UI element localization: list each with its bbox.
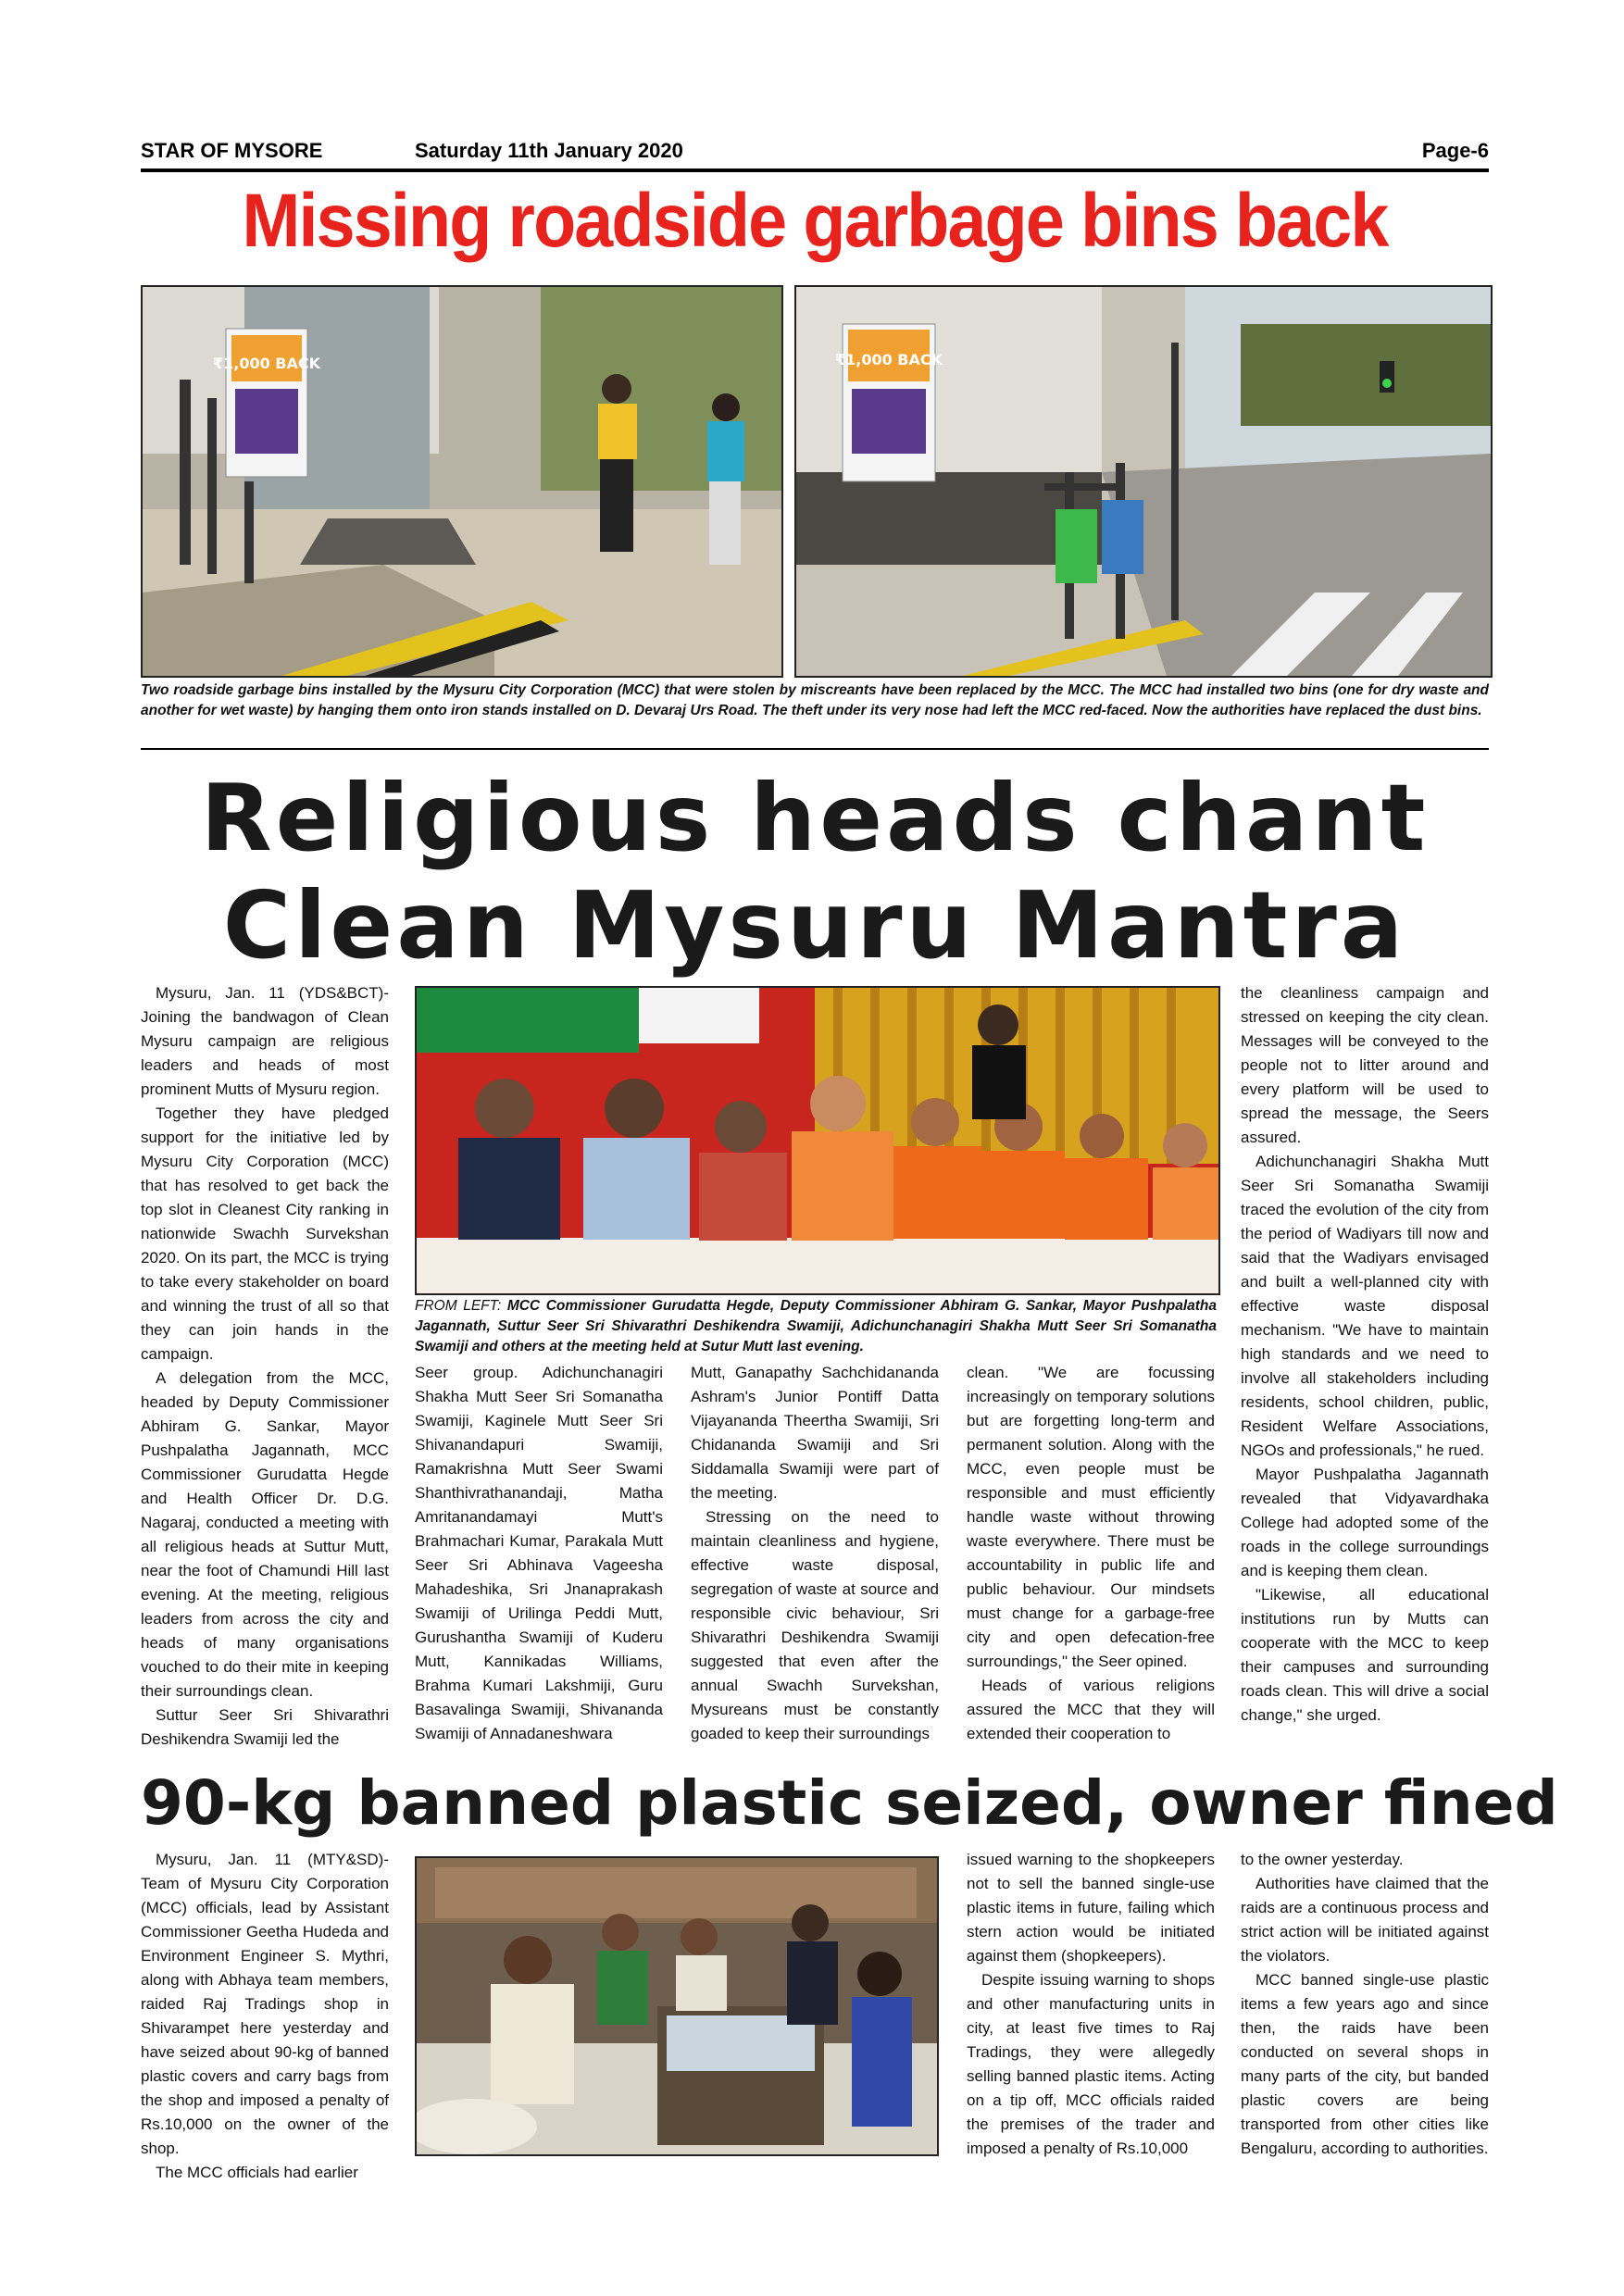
paragraph: the cleanliness campaign and stressed on keeping the city clean. Messages will be conveyed to the people not to litter around and every platform will be used to spread the message, the Seers assured. [1241, 984, 1489, 1146]
paragraph: The MCC officials had earlier [156, 2164, 358, 2181]
paragraph: Mayor Pushpalatha Jagannath revealed that Vidyavardhaka College had adopted some of the roads in the college surroundings and is keeping them clean. [1241, 1466, 1489, 1579]
headline-religious-heads-line1: Religious heads chant [200, 764, 1430, 872]
caption-text: MCC Commissioner Gurudatta Hegde, Deputy Commissioner Abhiram G. Sankar, Mayor Pushpalatha Jagannath, Suttur Seer Sri Shivarathri Deshikendra Swamiji, Adichunchanagiri Shakha Mutt Seer Sri Somanatha Swamiji and others at the meeting held at Sutur Mutt last evening. [415, 1298, 1217, 1354]
paragraph: Heads of various religions assured the MCC that they will extended their cooperation to [967, 1677, 1215, 1742]
photo-religious-meeting [415, 986, 1220, 1295]
photo-bins-right [794, 285, 1493, 678]
article-plastic-col2 [967, 1848, 1215, 2161]
article-religious-col2 [415, 1361, 663, 1746]
headline-garbage-bins: Missing roadside garbage bins back [242, 179, 1388, 263]
page-number: Page-6 [1421, 139, 1489, 162]
photo-plastic-raid [415, 1856, 939, 2156]
article-religious-col4 [967, 1361, 1215, 1746]
section-rule-1 [141, 748, 1489, 750]
paragraph: issued warning to the shopkeepers not to sell the banned single-use plastic items in future, failing which stern action would be initiated against them (shopkeepers). [967, 1851, 1215, 1965]
paragraph: Seer group. Adichunchanagiri Shakha Mutt Seer Sri Somanatha Swamiji, Kaginele Mutt Seer Sri Shivanandapuri Swamiji, Ramakrishna Mutt Seer Swami Shanthivrathanandaji, Matha Amritanandamayi Mutt's Brahmachari Kumar, Parakala Mutt Seer Sri Abhinava Vageesha Mahadeshika, Sri Jnanaprakash Swamiji of Urilinga Peddi Mutt, Gurushantha Swamiji of Kuderu Mutt, Kannikadas Williams, Brahma Kumari Lakshmiji, Guru Basavalinga Swamiji, Shivananda Swamiji of Annadaneshwara [415, 1364, 663, 1742]
issue-date: Saturday 11th January 2020 [415, 139, 683, 162]
headline-religious-heads-line2: Clean Mysuru Mantra [222, 871, 1407, 980]
headline-plastic-seized: 90-kg banned plastic seized, owner fined [141, 1767, 1558, 1839]
paragraph: Together they have pledged support for the initiative led by Mysuru City Corporation (MCC) that has resolved to get back the top slot in Cleanest City ranking in nationwide Swachh Survekshan 2020. On its part, the MCC is trying to take every stakeholder on board and winning the trust of all so that they can join hands in the campaign. [141, 1104, 389, 1363]
article-religious-col3 [691, 1361, 939, 1746]
paragraph: Adichunchanagiri Shakha Mutt Seer Sri Somanatha Swamiji traced the evolution of the city from the period of Wadiyars till now and said that the Wadiyars envisaged and built a well-planned city with effective waste disposal mechanism. "We have to maintain high standards and we need to involve all stakeholders including residents, school children, public, Resident Welfare Associations, NGOs and professionals," he rued. [1241, 1153, 1489, 1459]
photo-bins-left [141, 285, 783, 678]
paragraph: Mysuru, Jan. 11 (YDS&BCT)- Joining the bandwagon of Clean Mysuru campaign are religious leaders and heads of most prominent Mutts of Mysuru region. [141, 984, 389, 1098]
paragraph: Mutt, Ganapathy Sachchidananda Ashram's Junior Pontiff Datta Vijayananda Theertha Swamiji, Sri Chidananda Swamiji and Sri Siddamalla Swamiji were part of the meeting. [691, 1364, 939, 1502]
article-plastic-col1 [141, 1848, 389, 2185]
paragraph: A delegation from the MCC, headed by Deputy Commissioner Abhiram G. Sankar, Mayor Pushpalatha Jagannath, MCC Commissioner Gurudatta Hegde and Health Officer Dr. D.G. Nagaraj, conducted a meeting with all religious heads at Suttur Mutt, near the foot of Chamundi Hill last evening. At the meeting, religious leaders from across the city and heads of many organisations vouched to do their mite in keeping their surroundings clean. [141, 1369, 389, 1700]
paragraph: "Likewise, all educational institutions run by Mutts can cooperate with the MCC to keep their campuses and surrounding roads clean. This will drive a social change," she urged. [1241, 1586, 1489, 1724]
paragraph: Suttur Seer Sri Shivarathri Deshikendra Swamiji led the [141, 1706, 389, 1748]
paper-name: STAR OF MYSORE [141, 139, 323, 162]
masthead-rule [141, 168, 1489, 172]
ad-board-left-text: ₹1,000 BACK [212, 355, 321, 372]
paragraph: Stressing on the need to maintain cleanliness and hygiene, effective waste disposal, segregation of waste at source and responsible civic behaviour, Sri Shivarathri Deshikendra Swamiji suggested that even after the annual Swachh Survekshan, Mysureans must be constantly goaded to keep their surroundings [691, 1508, 939, 1742]
paragraph: to the owner yesterday. [1241, 1851, 1404, 1868]
article-religious-col5 [1241, 981, 1489, 1728]
ad-board-right-text: ₹1,000 BACK [834, 351, 943, 368]
paragraph: Despite issuing warning to shops and other manufacturing units in city, at least five times to Raj Tradings, they were allegedly selling banned plastic items. Acting on a tip off, MCC officials raided the premises of the trader and imposed a penalty of Rs.10,000 [967, 1971, 1215, 2157]
caption-garbage-bins: Two roadside garbage bins installed by the Mysuru City Corporation (MCC) that were stolen by miscreants have been replaced by the MCC. The MCC had installed two bins (one for dry waste and another for wet waste) by hanging them onto iron stands installed on D. Devaraj Urs Road. The theft under its very nose had left the MCC red-faced. Now the authorities have replaced the dust bins. [141, 682, 1489, 718]
paragraph: Mysuru, Jan. 11 (MTY&SD)- Team of Mysuru City Corporation (MCC) officials, lead by Assistant Commissioner Geetha Hudeda and Environment Engineer S. Mythri, along with Abhaya team members, raided Raj Tradings shop in Shivarampet here yesterday and have seized about 90-kg of banned plastic covers and carry bags from the shop and imposed a penalty of Rs.10,000 on the owner of the shop. [141, 1851, 389, 2157]
paragraph: Authorities have claimed that the raids are a continuous process and strict action will be initiated against the violators. [1241, 1875, 1489, 1965]
masthead [141, 139, 1489, 168]
article-plastic-col3 [1241, 1848, 1489, 2161]
paragraph: clean. "We are focussing increasingly on temporary solutions but are forgetting long-term and permanent solution. Along with the MCC, even people must be responsible and must efficiently handle waste without throwing waste everywhere. There must be accountability in public life and public behaviour. Our mindsets must change for a garbage-free city and open defecation-free surroundings," the Seer opined. [967, 1364, 1215, 1670]
article-religious-col1 [141, 981, 389, 1752]
caption-lead: FROM LEFT: [415, 1298, 502, 1314]
caption-religious-meeting [415, 1296, 1217, 1357]
paragraph: MCC banned single-use plastic items a few years ago and since then, the raids have been conducted on several shops in many parts of the city, but banded plastic covers are being transported from other cities like Bengaluru, according to authorities. [1241, 1971, 1489, 2157]
